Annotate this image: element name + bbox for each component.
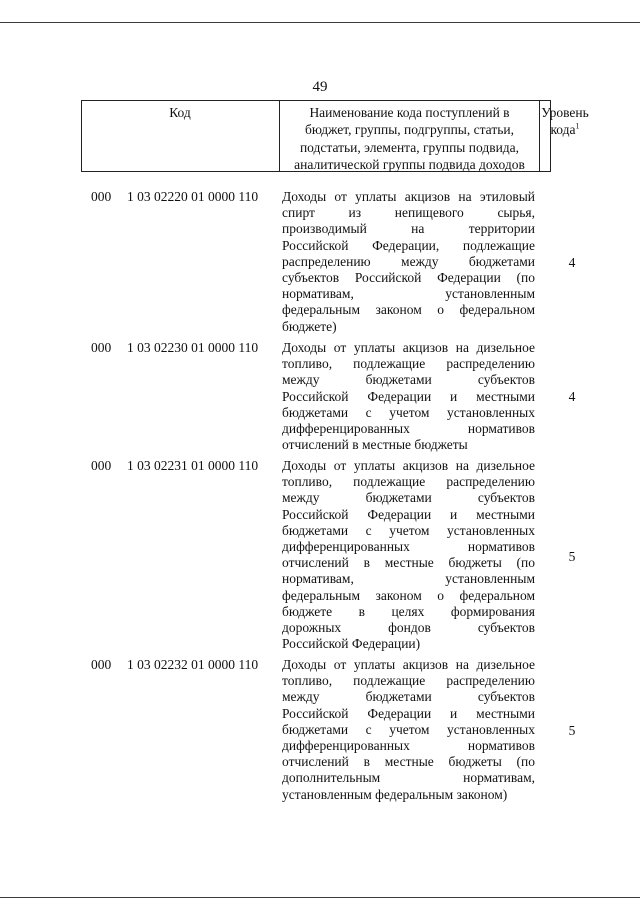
income-name-line: Доходы от уплаты акцизов на дизельное: [282, 340, 535, 355]
scan-edge-line: [0, 22, 640, 23]
income-name: [282, 458, 535, 652]
income-name-line: бюджете в целях формирования: [282, 603, 535, 619]
income-name-line: спирт из непищевого сырья,: [282, 205, 535, 221]
income-code: 1 03 02232 01 0000 110: [127, 657, 259, 672]
income-name-line: между бюджетами субъектов: [282, 689, 535, 705]
income-name-line: Российской Федерации и местными: [282, 705, 535, 721]
income-name-line: бюджетами с учетом установленных: [282, 522, 535, 538]
income-name-line: Доходы от уплаты акцизов на дизельное: [282, 657, 535, 672]
table-header: [81, 100, 589, 172]
header-name-line: подстатьи, элемента, группы подвида,: [299, 139, 520, 155]
income-name-line: отчислений в местные бюджеты: [282, 437, 468, 453]
income-name: [282, 189, 535, 335]
income-name: [282, 340, 535, 453]
income-name-line: федеральным законом о федеральном: [282, 587, 535, 603]
income-name-line: Российской Федерации и местными: [282, 388, 535, 404]
income-name-line: топливо, подлежащие распределению: [282, 356, 535, 372]
income-name-line: Доходы от уплаты акцизов на этиловый: [282, 189, 535, 204]
header-name-line: бюджет, группы, подгруппы, статьи,: [305, 122, 514, 138]
income-name-line: Российской Федерации): [282, 636, 421, 652]
code-level: 5: [568, 723, 576, 738]
income-name-line: дорожных фондов субъектов: [282, 619, 535, 635]
income-name-line: бюджете): [282, 318, 337, 334]
footnote-marker: 1: [575, 121, 580, 131]
income-name-line: топливо, подлежащие распределению: [282, 474, 535, 490]
header-name-line: аналитической группы подвида доходов: [294, 156, 525, 172]
admin-code: 000: [91, 458, 112, 473]
admin-code: 000: [91, 189, 112, 204]
header-name: [280, 104, 539, 173]
header-level-line: Уровень: [541, 105, 589, 120]
code-level: 4: [568, 255, 576, 270]
income-name-line: Доходы от уплаты акцизов на дизельное: [282, 458, 535, 473]
income-name-line: распределению между бюджетами: [282, 253, 535, 269]
header-level: [540, 104, 590, 139]
income-name-line: дифференцированных нормативов: [282, 737, 535, 753]
income-name-line: между бюджетами субъектов: [282, 490, 535, 506]
income-code: 1 03 02230 01 0000 110: [127, 340, 259, 355]
income-name-line: дифференцированных нормативов: [282, 420, 535, 436]
income-name-line: между бюджетами субъектов: [282, 372, 535, 388]
page-number: 49: [312, 79, 328, 95]
income-name-line: федеральным законом о федеральном: [282, 302, 535, 318]
income-code: 1 03 02220 01 0000 110: [127, 189, 259, 204]
scan-edge-line: [0, 897, 640, 898]
income-name-line: производимый на территории: [282, 221, 535, 237]
header-level-line: кода: [550, 122, 576, 138]
income-name-line: топливо, подлежащие распределению: [282, 673, 535, 689]
header-name-line: Наименование кода поступлений в: [309, 105, 510, 120]
income-name-line: Российской Федерации и местными: [282, 506, 535, 522]
income-name-line: субъектов Российской Федерации (по: [282, 269, 535, 285]
admin-code: 000: [91, 657, 112, 672]
income-name-line: установленным федеральным законом): [282, 786, 508, 802]
income-name-line: отчислений в местные бюджеты (по: [282, 754, 535, 770]
income-name-line: отчислений в местные бюджеты (по: [282, 555, 535, 571]
income-name: [282, 657, 535, 803]
income-name-line: бюджетами с учетом установленных: [282, 404, 535, 420]
income-name-line: дифференцированных нормативов: [282, 538, 535, 554]
code-level: 5: [568, 549, 576, 564]
admin-code: 000: [91, 340, 112, 355]
income-name-line: нормативам, установленным: [282, 286, 535, 302]
income-name-line: дополнительным нормативам,: [282, 770, 535, 786]
header-code: Код: [169, 105, 191, 120]
income-name-line: бюджетами с учетом установленных: [282, 721, 535, 737]
income-code: 1 03 02231 01 0000 110: [127, 458, 259, 473]
income-name-line: нормативам, установленным: [282, 571, 535, 587]
code-level: 4: [568, 389, 576, 404]
income-name-line: Российской Федерации, подлежащие: [282, 237, 535, 253]
